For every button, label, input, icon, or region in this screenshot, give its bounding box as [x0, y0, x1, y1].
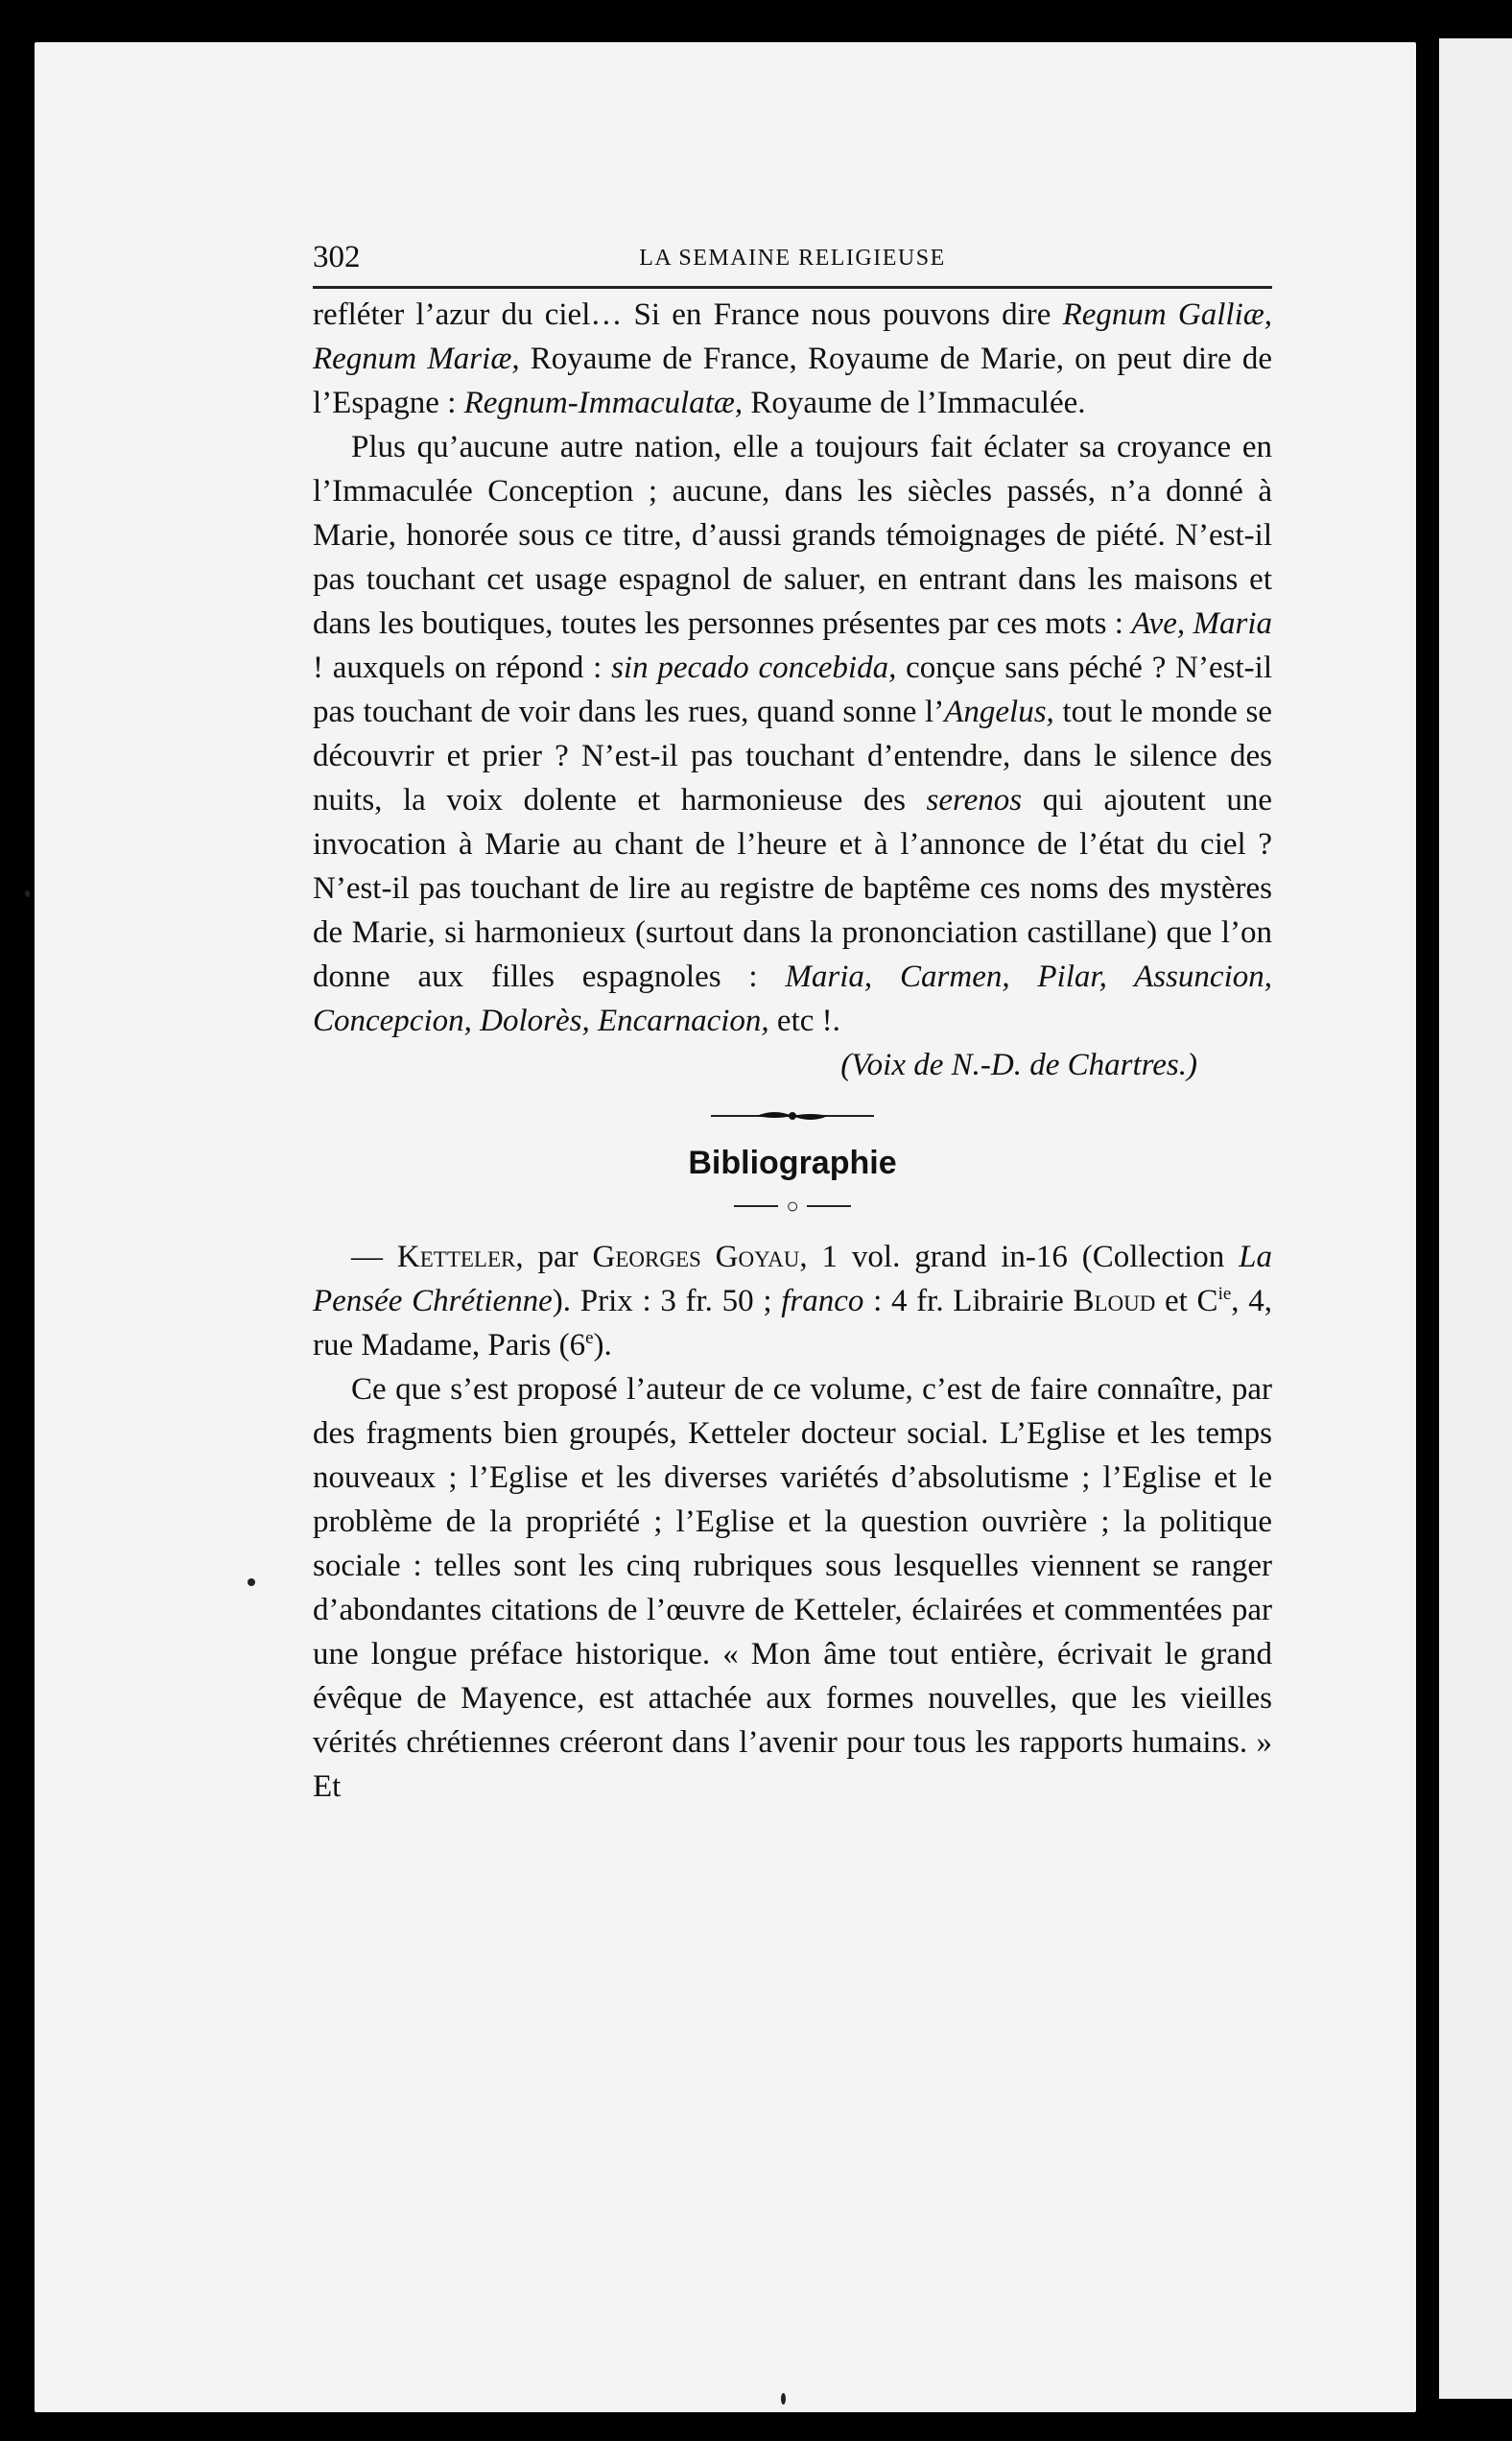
- title-ornament: [313, 1193, 1272, 1218]
- section-title: Bibliographie: [688, 1145, 897, 1181]
- ornament-line: [807, 1205, 851, 1207]
- section-ornament: [313, 1108, 1272, 1129]
- book-title: Ketteler: [396, 1239, 516, 1274]
- scan-speck: [248, 1578, 255, 1586]
- paragraph-spain: refléter l’azur du ciel… Si en France nous pouvons dire Regnum Galliæ, Regnum Mariæ, Royaume de France, Royaume de Marie, on peut dire de l’Espagne : Regnum-Immaculatæ, Royaume de l’Immaculée.: [313, 297, 1272, 420]
- paragraph-review: Ce que s’est proposé l’auteur de ce volume, c’est de faire connaître, par des fragments bien groupés, Ketteler docteur social. L’Eglise et les temps nouveaux ; l’Eglise et les diverses variétés d’absolutisme ; l’Eglise et le problème de la propriété ; l’Eglise et la question ouvrière ; la politique sociale : telles sont les cinq rubriques sous lesquelles viennent se ranger d’abondantes citations de l’œuvre de Ketteler, éclairées et commentées par une longue préface historique. « Mon âme tout entière, écrivait le grand évêque de Mayence, est attachée aux formes nouvelles, que les vieilles vérités chrétiennes créeront dans l’avenir pour tous les rapports humains. » Et: [313, 1371, 1272, 1804]
- collection-name: La Pensée Chrétienne: [313, 1239, 1272, 1318]
- ring-icon: ○: [786, 1193, 799, 1218]
- journal-title: LA SEMAINE RELIGIEUSE: [639, 246, 946, 271]
- ornament-line: [734, 1205, 778, 1207]
- scan-speck: [25, 890, 30, 897]
- ornament-rule-icon: [711, 1108, 874, 1124]
- running-head: [313, 240, 1272, 289]
- author-name: Georges Goyau: [592, 1239, 800, 1274]
- adjacent-page-edge: [1439, 38, 1512, 2399]
- bibliography-entry: — Ketteler, par Georges Goyau, 1 vol. grand in-16 (Collection La Pensée Chrétienne). Prix : 3 fr. 50 ; franco : 4 fr. Librairie Bloud et $C^{ie}$, 4, rue Madame, Paris (6e).: [313, 1239, 1273, 1363]
- page-number: 302: [313, 240, 361, 274]
- publisher-name: Bloud: [1073, 1283, 1156, 1318]
- scan-speck: [781, 2393, 786, 2405]
- page-text: [313, 240, 1272, 1809]
- paragraph-devotion: Plus qu’aucune autre nation, elle a toujours fait éclater sa croyance en l’Immaculée Conception ; aucune, dans les siècles passés, n’a donné à Marie, honorée sous ce titre, d’aussi grands témoignages de piété. N’est-il pas touchant cet usage espagnol de saluer, en entrant dans les maisons et dans les boutiques, toutes les personnes présentes par ces mots : Ave, Maria ! auxquels on répond : sin pecado concebida, conçue sans péché ? N’est-il pas touchant de voir dans les rues, quand sonne l’Angelus, tout le monde se découvrir et prier ? N’est-il pas touchant d’entendre, dans le silence des nuits, la voix dolente et harmonieuse des serenos qui ajoutent une invocation à Marie au chant de l’heure et à l’annonce de l’état du ciel ? N’est-il pas touchant de lire au registre de baptême ces noms des mystères de Marie, si harmonieux (surtout dans la prononciation castillane) que l’on donne aux filles espagnoles : Maria, Carmen, Pilar, Assuncion, Concepcion, Dolorès, Encarnacion, etc !.: [313, 430, 1272, 1038]
- source-citation: (Voix de N.-D. de Chartres.): [840, 1048, 1197, 1082]
